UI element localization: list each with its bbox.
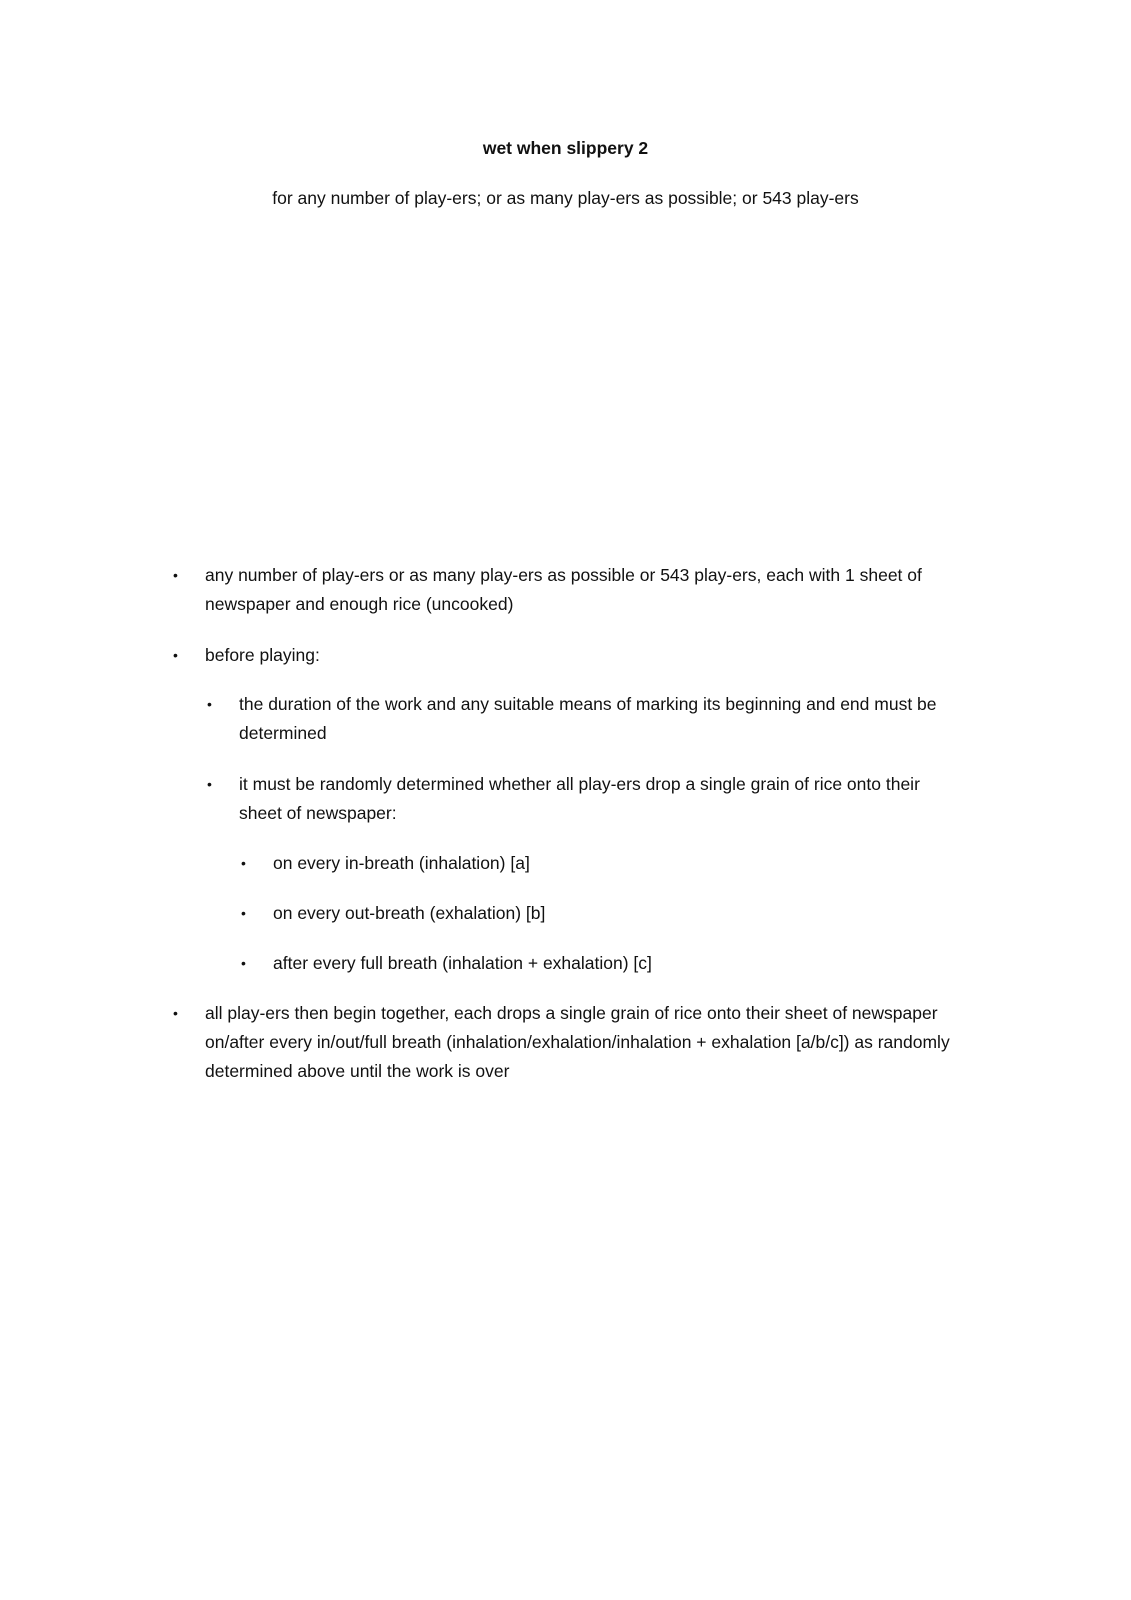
list-item xyxy=(241,899,973,928)
list-item xyxy=(173,999,990,1086)
item-text: it must be randomly determined whether all play-ers drop a single grain of rice onto their sheet of newspaper: xyxy=(239,774,920,823)
item-text: on every in-breath (inhalation) [a] xyxy=(273,853,530,873)
bullet-icon: • xyxy=(241,855,246,871)
document-title: wet when slippery 2 xyxy=(482,138,649,158)
bullet-icon: • xyxy=(173,567,178,583)
list-item xyxy=(173,561,985,619)
item-text: any number of play-ers or as many play-ers as possible or 543 play-ers, each with 1 sheet of newspaper and enough rice (uncooked) xyxy=(205,565,922,614)
item-text: on every out-breath (exhalation) [b] xyxy=(273,903,546,923)
bullet-icon: • xyxy=(241,955,246,971)
item-text: after every full breath (inhalation + exhalation) [c] xyxy=(273,953,652,973)
bullet-icon: • xyxy=(207,776,212,792)
bullet-icon: • xyxy=(241,905,246,921)
item-text: the duration of the work and any suitable means of marking its beginning and end must be determined xyxy=(239,694,937,743)
list-item xyxy=(241,849,973,878)
bullet-icon: • xyxy=(173,647,178,663)
list-item xyxy=(207,690,989,748)
document-subtitle: for any number of play-ers; or as many play-ers as possible; or 543 play-ers xyxy=(272,188,859,208)
list-item xyxy=(173,641,985,670)
list-item xyxy=(241,949,973,978)
item-text: before playing: xyxy=(205,645,320,665)
bullet-icon: • xyxy=(173,1005,178,1021)
item-text: all play-ers then begin together, each drops a single grain of rice onto their sheet of newspaper on/after every in/out/full breath (inhalation/exhalation/inhalation + exhalation [a/b/c]) as randomly determined above until the work is over xyxy=(205,1003,950,1081)
bullet-icon: • xyxy=(207,696,212,712)
list-item xyxy=(207,770,959,828)
